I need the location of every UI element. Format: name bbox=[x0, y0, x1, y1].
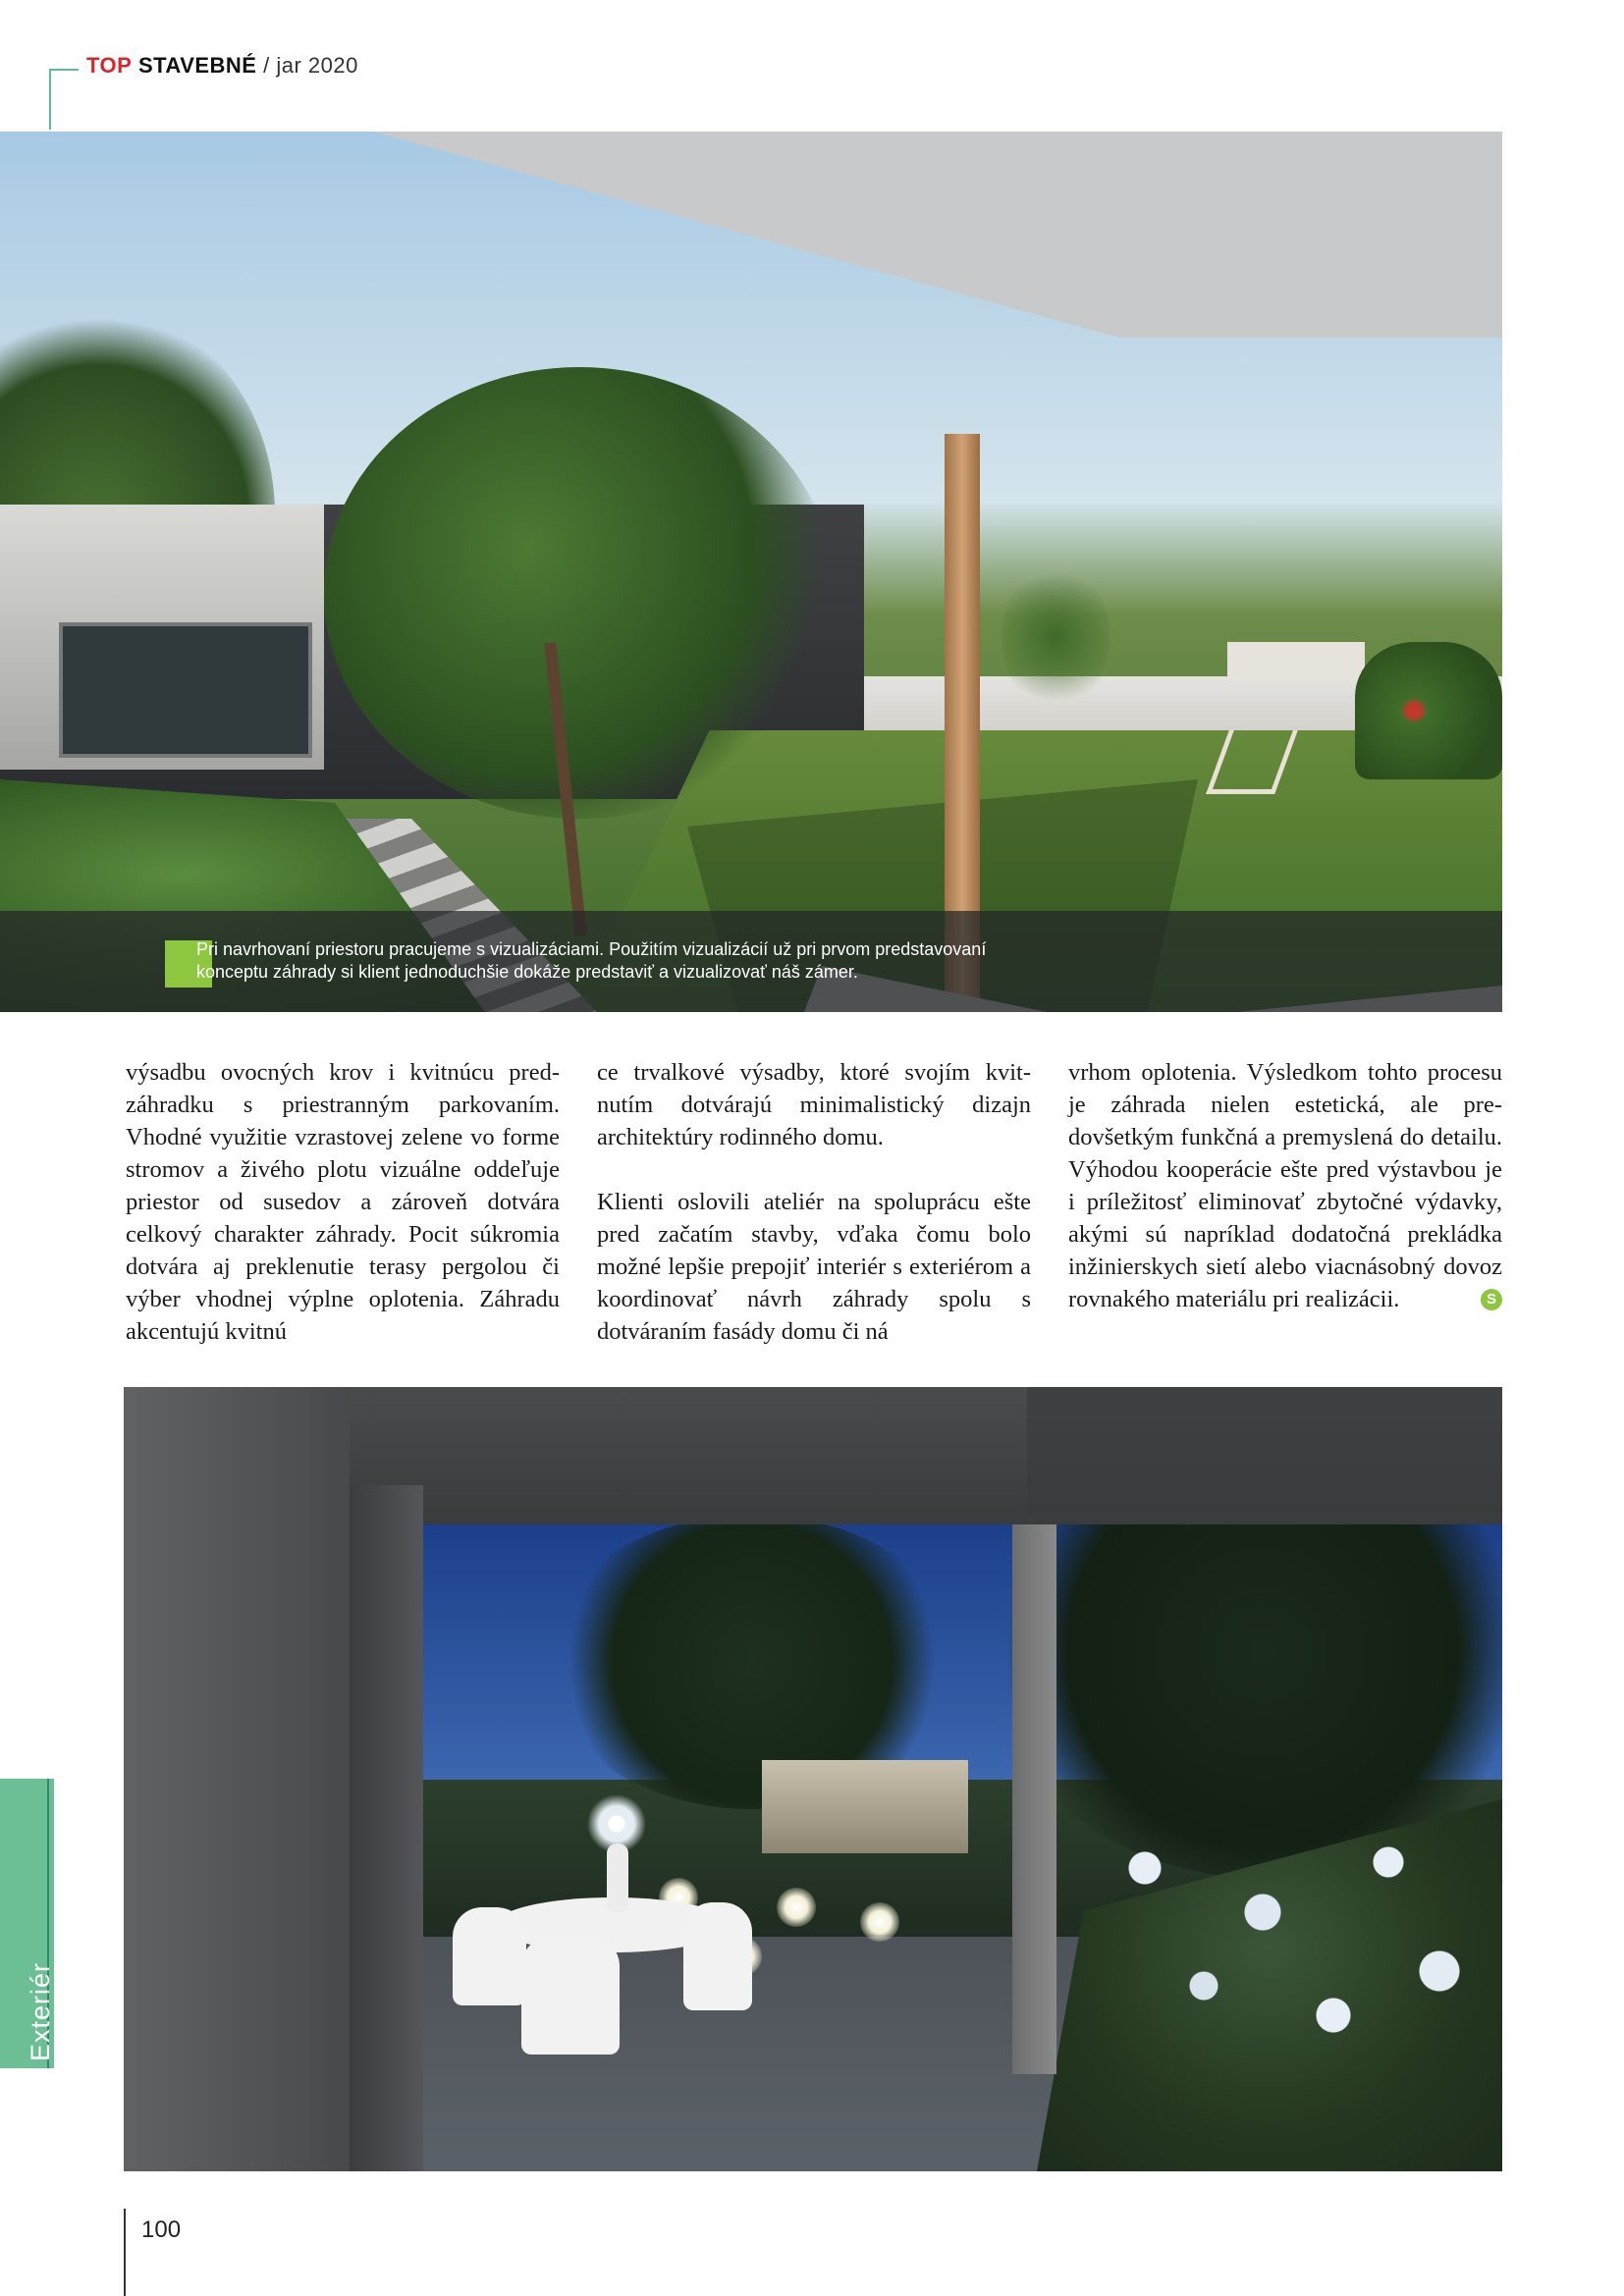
issue-date: jar 2020 bbox=[276, 53, 358, 78]
running-header bbox=[86, 53, 358, 79]
paragraph: výsadbu ovocných krov i kvitnúcu predzáhradku s priestranným parkovaním. Vhodné využitie vzrastovej zelene vo forme stromov a živého plotu vizuálne oddeľuje priestor od susedov a zároveň dotvára celkový charakter záhrady. Pocit súkromia dotvára aj preklenutie terasy pergolou či výber vhodnej výplne oplotenia. Záhradu akcentujú kvitnú bbox=[126, 1059, 560, 1345]
brand-stavebne: STAVEBNÉ bbox=[137, 53, 257, 78]
article-end-mark-icon: S bbox=[1481, 1289, 1502, 1310]
folio-rule bbox=[124, 2209, 126, 2296]
header-rule-horizontal bbox=[49, 69, 79, 71]
bouquet bbox=[587, 1794, 646, 1853]
house-wall bbox=[124, 1387, 350, 2171]
ceiling-edge bbox=[1027, 1387, 1502, 1515]
raised-beds bbox=[1355, 642, 1502, 779]
column-right bbox=[1012, 1524, 1056, 2074]
photo-caption: Pri navrhovaní priestoru pracujeme s vizualizáciami. Použitím vizualizácií už pri prvom predstavovaní konceptu záhrady si klient jednoduchšie dokáže predstaviť a vizualizovať náš zámer. bbox=[196, 939, 987, 982]
header-rule-vertical bbox=[49, 69, 51, 130]
neighbor-building bbox=[1227, 642, 1365, 681]
paragraph: Klienti oslovili ateliér na spoluprácu ešte pred začatím stavby, vďaka čomu bolo možné lepšie prepojiť interiér s exteriérom a koordinovať návrh záhrady spolu s dotváraním fasády domu či ná bbox=[597, 1189, 1031, 1345]
paragraph-text: vrhom oplotenia. Výsledkom tohto procesu je záhrada nielen estetická, ale predovšetkým funkčná a premyslená do detailu. Výhodou kooperácie ešte pred výstavbou je i príležitosť eliminovať zbytočné výdavky, akými sú napríklad dodatočná prekládka inžinierskych sietí alebo viacnásobný dovoz rovnakého materiálu pri realizácii. bbox=[1068, 1059, 1502, 1312]
page-number: 100 bbox=[141, 2216, 182, 2243]
garden-night-visualization-photo bbox=[124, 1387, 1502, 2171]
chair bbox=[453, 1907, 526, 2005]
text-column-2 bbox=[597, 1056, 1031, 1348]
text-column-1 bbox=[126, 1056, 560, 1348]
house-window bbox=[59, 622, 312, 758]
tree-center bbox=[324, 367, 835, 819]
column-left bbox=[350, 1485, 423, 2171]
white-hydrangeas bbox=[1106, 1809, 1498, 2104]
chair bbox=[683, 1902, 752, 2010]
vase bbox=[607, 1843, 628, 1912]
text-column-3 bbox=[1068, 1056, 1502, 1315]
header-separator: / bbox=[263, 53, 270, 78]
tree-background bbox=[1001, 563, 1110, 711]
paragraph: ce trvalkové výsadby, ktoré svojím kvitnutím dotvárajú minimalistický dizajn architektúry rodinného domu. bbox=[597, 1059, 1031, 1150]
paragraph bbox=[1068, 1056, 1502, 1315]
pergola-roof bbox=[373, 132, 1502, 338]
section-label: Exteriér bbox=[26, 1961, 55, 2061]
lit-pavilion bbox=[762, 1760, 968, 1853]
garden-light bbox=[777, 1888, 816, 1927]
garden-day-visualization-photo bbox=[0, 132, 1502, 1012]
garden-light bbox=[860, 1902, 899, 1942]
chair bbox=[521, 1937, 620, 2055]
brand-top: TOP bbox=[86, 53, 133, 78]
